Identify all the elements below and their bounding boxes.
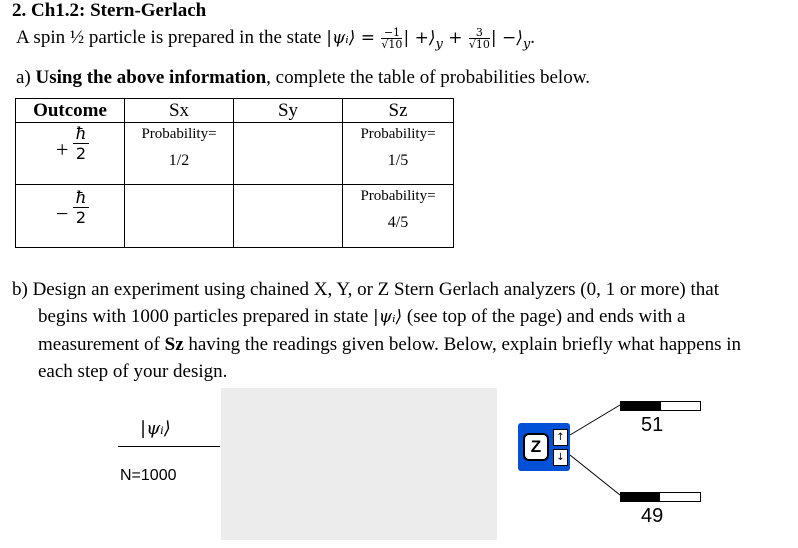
ket-minus-sub: y	[522, 36, 531, 52]
hbar-den: 2	[73, 207, 89, 228]
hbar-num: ħ	[75, 188, 87, 208]
part-b-line3a: measurement of	[38, 334, 165, 355]
header-sx: Sx	[125, 99, 234, 123]
coef1-num: −1	[381, 27, 402, 39]
outcome-plus-frac	[73, 125, 89, 164]
part-b-sz: Sz	[164, 334, 184, 355]
hbar-num: ħ	[75, 124, 87, 144]
part-b-line3b: having the readings given below. Below, explain briefly what happens in	[183, 334, 741, 355]
down-beam	[570, 455, 620, 495]
counter-up	[620, 401, 701, 411]
up-beam	[570, 405, 620, 435]
header-sz: Sz	[343, 99, 454, 123]
sz-plus-label: Probability=	[360, 126, 436, 142]
part-b-line3	[12, 331, 792, 358]
down-arrow-icon: ↓	[553, 449, 568, 466]
coef2-num: 3	[469, 27, 490, 39]
sz-minus-label: Probability=	[360, 188, 436, 204]
analyzer-axis-label: Z	[523, 433, 549, 461]
cell-sx-plus[interactable]	[125, 123, 234, 185]
table-row-minus	[16, 185, 454, 248]
output-beams	[560, 395, 630, 505]
sz-plus-value: 1/5	[387, 152, 409, 169]
cell-sz-plus[interactable]	[343, 123, 454, 185]
table-header-row	[16, 99, 454, 123]
coef1-den: √10	[381, 38, 403, 52]
problem-title: 2. Ch1.2: Stern-Gerlach	[12, 0, 207, 21]
outcome-minus-frac	[73, 189, 89, 228]
cell-sy-minus[interactable]	[234, 185, 343, 248]
part-b-state: |ψᵢ⟩	[373, 307, 403, 327]
sx-plus-label: Probability=	[141, 126, 217, 142]
initial-state: |ψᵢ⟩ =	[326, 28, 381, 48]
coef1	[381, 27, 402, 50]
outcome-plus-sign: +	[56, 137, 69, 162]
part-b-line1: b) Design an experiment using chained X, Y, or Z Stern Gerlach analyzers (0, 1 or more) that	[12, 279, 719, 300]
ket-minus: | −⟩	[490, 28, 523, 48]
sz-minus-value: 4/5	[387, 214, 409, 231]
part-b-line4: each step of your design.	[38, 361, 228, 382]
part-a-label: a)	[16, 67, 36, 88]
ket-plus: | +⟩	[403, 28, 436, 48]
part-a-bold: Using the above information	[35, 67, 267, 88]
coef2	[469, 27, 490, 50]
up-arrow-icon: ↑	[553, 429, 568, 446]
probability-table	[15, 98, 454, 248]
plus-sign: +	[442, 28, 468, 48]
intro-text	[16, 27, 535, 52]
part-b-prompt	[12, 276, 792, 385]
header-outcome: Outcome	[16, 99, 125, 123]
part-b-line2b: (see top of the page) and ends with a	[402, 306, 686, 327]
ket-plus-sub: y	[435, 36, 443, 52]
input-state-label: |ψᵢ⟩	[140, 418, 171, 439]
counter-down-fill	[621, 493, 660, 501]
count-up: 51	[641, 414, 664, 436]
cell-sx-minus[interactable]	[125, 185, 234, 248]
cell-sz-minus[interactable]	[343, 185, 454, 248]
particle-count-label: N=1000	[120, 467, 177, 484]
sx-plus-value: 1/2	[168, 152, 190, 169]
counter-down	[620, 492, 701, 502]
intro-end: .	[530, 27, 536, 48]
header-sy: Sy	[234, 99, 343, 123]
counter-up-fill	[621, 402, 661, 410]
outcome-minus-sign: −	[56, 201, 69, 226]
outcome-plus	[16, 123, 125, 185]
hbar-den: 2	[73, 143, 89, 164]
input-beam-line	[118, 446, 220, 447]
intro-prefix: A spin ½ particle is prepared in the state	[16, 27, 327, 48]
count-down: 49	[641, 505, 664, 527]
part-b-line2a: begins with 1000 particles prepared in state	[38, 306, 374, 327]
cell-sy-plus[interactable]	[234, 123, 343, 185]
table-row-plus	[16, 123, 454, 185]
part-a-rest: , complete the table of probabilities below.	[266, 67, 590, 88]
outcome-minus	[16, 185, 125, 248]
z-analyzer[interactable]	[518, 423, 570, 471]
part-b-line2	[12, 303, 792, 331]
coef2-den: √10	[468, 38, 490, 52]
part-a-prompt	[16, 67, 590, 89]
design-area[interactable]	[221, 388, 497, 540]
